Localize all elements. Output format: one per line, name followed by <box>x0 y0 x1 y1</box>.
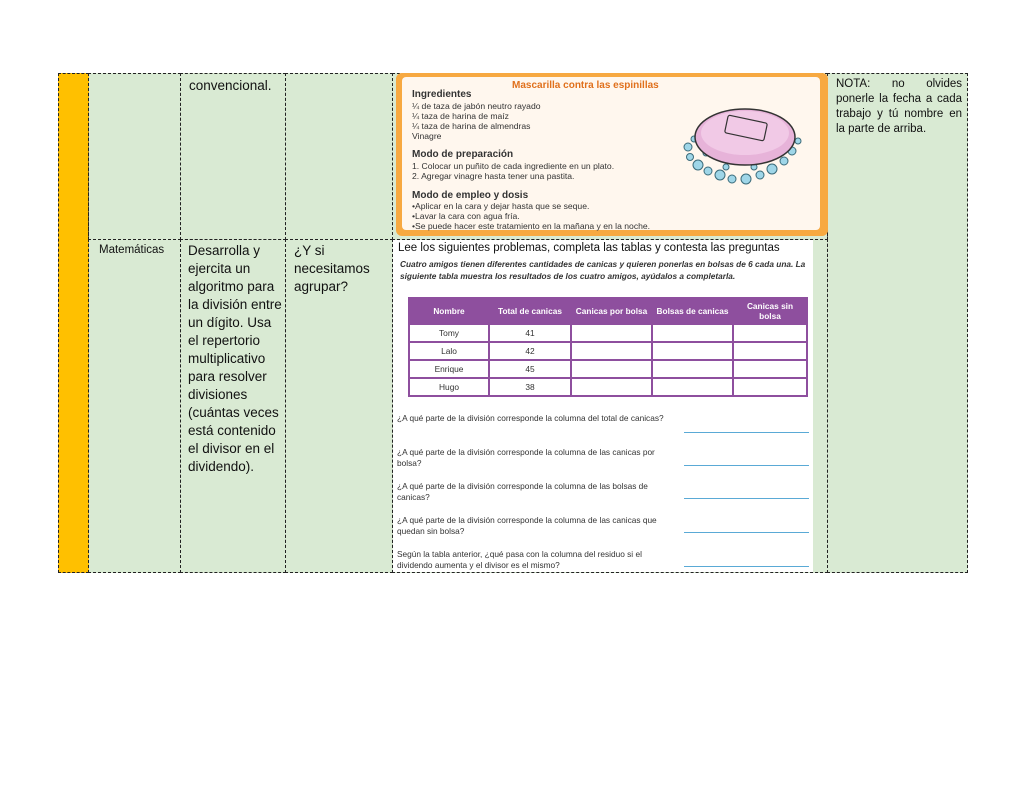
total-cell: 45 <box>489 360 571 378</box>
note-cell <box>827 73 968 573</box>
usage-step: •Aplicar en la cara y dejar hasta que se seque. <box>412 201 590 211</box>
subject-cell <box>88 239 181 573</box>
recipe-card <box>396 73 828 236</box>
row1-col4-cell <box>285 73 393 240</box>
usage-heading: Modo de empleo y dosis <box>412 190 529 201</box>
table-row <box>409 342 807 360</box>
subject-text: Matemáticas <box>99 244 165 256</box>
recipe-title: Mascarilla contra las espinillas <box>512 80 659 91</box>
header-cell: Nombre <box>409 298 489 324</box>
total-cell: 38 <box>489 378 571 396</box>
name-cell: Hugo <box>409 378 489 396</box>
preparation-heading: Modo de preparación <box>412 149 514 160</box>
preparation-step: 1. Colocar un puñito de cada ingrediente en un plato. <box>412 161 615 171</box>
table-header-row <box>409 298 807 324</box>
answer-cell[interactable] <box>652 324 733 342</box>
usage-step: •Se puede hacer este tratamiento en la mañana y en la noche. <box>412 221 651 231</box>
activity-instruction: Lee los siguientes problemas, completa las tablas y contesta las preguntas <box>398 242 780 254</box>
question-cell <box>285 239 393 573</box>
header-cell: Canicas por bolsa <box>571 298 652 324</box>
name-cell: Enrique <box>409 360 489 378</box>
question-text: ¿A qué parte de la división corresponde la columna de las canicas por bolsa? <box>397 447 655 468</box>
table-row <box>409 324 807 342</box>
answer-cell[interactable] <box>571 324 652 342</box>
name-cell: Tomy <box>409 324 489 342</box>
answer-cell[interactable] <box>652 342 733 360</box>
usage-step: •Lavar la cara con agua fría. <box>412 211 520 221</box>
answer-cell[interactable] <box>733 342 807 360</box>
question-text: ¿A qué parte de la división corresponde la columna de las canicas que quedan sin bolsa? <box>397 515 657 536</box>
answer-cell[interactable] <box>733 324 807 342</box>
ingredient-item: Vinagre <box>412 131 442 141</box>
answer-cell[interactable] <box>571 360 652 378</box>
answer-cell[interactable] <box>571 342 652 360</box>
answer-cell[interactable] <box>733 360 807 378</box>
name-cell: Lalo <box>409 342 489 360</box>
problem-statement: Cuatro amigos tienen diferentes cantidades de canicas y quieren ponerlas en bolsas de 6 cada una. La siguiente tabla muestra los resultados de los cuatro amigos, ayúdalos a completarla. <box>400 259 806 281</box>
learning-cell <box>180 239 286 573</box>
header-cell: Canicas sin bolsa <box>733 298 807 324</box>
preparation-step: 2. Agregar vinagre hasta tener una pastita. <box>412 171 575 181</box>
answer-cell[interactable] <box>652 378 733 396</box>
answer-cell[interactable] <box>571 378 652 396</box>
row1-col3-text: convencional. <box>189 78 272 93</box>
row1-col2-cell <box>88 73 181 240</box>
ingredient-item: ¼ taza de harina de maíz <box>412 111 509 121</box>
question-text: ¿A qué parte de la división corresponde la columna de las bolsas de canicas? <box>397 481 648 502</box>
total-cell: 42 <box>489 342 571 360</box>
note-text: NOTA: no olvides ponerle la fecha a cada trabajo y tú nombre en la parte de arriba. <box>836 78 962 135</box>
answer-line[interactable] <box>684 465 809 466</box>
recipe-card-inner <box>402 77 820 230</box>
table-row <box>409 360 807 378</box>
answer-cell[interactable] <box>652 360 733 378</box>
answer-line[interactable] <box>684 432 809 433</box>
question-text: Según la tabla anterior, ¿qué pasa con la columna del residuo si el dividendo aumenta y el divisor es el mismo? <box>397 549 642 570</box>
header-cell: Bolsas de canicas <box>652 298 733 324</box>
ingredient-item: ¼ taza de harina de almendras <box>412 121 531 131</box>
ingredient-item: ¼ de taza de jabón neutro rayado <box>412 101 541 111</box>
answer-line[interactable] <box>684 498 809 499</box>
accent-column <box>58 73 89 573</box>
answer-line[interactable] <box>684 532 809 533</box>
ingredients-heading: Ingredientes <box>412 89 472 100</box>
question-text: ¿A qué parte de la división corresponde la columna del total de canicas? <box>397 413 664 423</box>
table-row <box>409 378 807 396</box>
soap-bar-illustration <box>680 95 810 190</box>
header-cell: Total de canicas <box>489 298 571 324</box>
answer-cell[interactable] <box>733 378 807 396</box>
learning-text: Desarrolla y ejercita un algoritmo para la división entre un dígito. Usa el repertorio multiplicativo para resolver divisiones (cuántas veces está contenido el divisor en el dividendo). <box>188 243 282 474</box>
answer-line[interactable] <box>684 566 809 567</box>
guiding-question: ¿Y si necesitamos agrupar? <box>294 243 370 294</box>
total-cell: 41 <box>489 324 571 342</box>
row1-col3-cell <box>180 73 286 240</box>
marbles-table <box>408 297 808 397</box>
